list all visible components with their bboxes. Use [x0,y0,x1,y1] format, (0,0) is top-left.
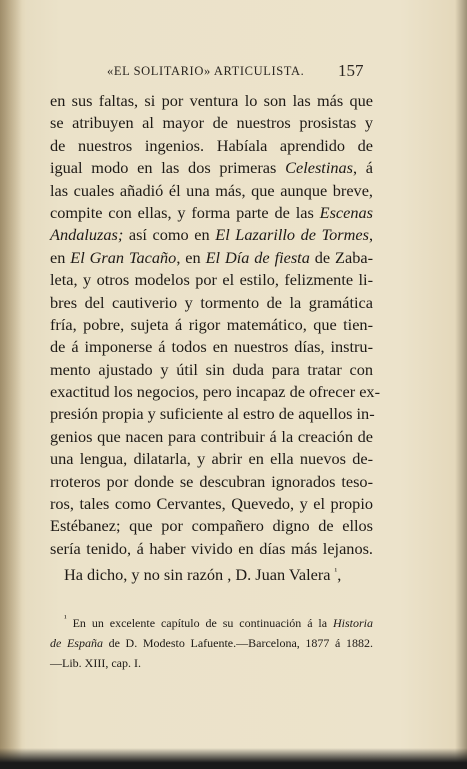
body-line [50,471,373,493]
body-text [50,90,380,585]
italic-text: Historia [332,616,373,630]
text-run: , [337,565,342,585]
body-line [50,224,373,246]
text-run: sería tenido, á haber vivido en días más lejanos. [50,538,373,558]
text-run: exactitud los negocios, pero incapaz de ofrecer ex- [50,382,380,402]
body-line [50,538,373,560]
text-run: de á imponerse á todos en nuestros días, instru- [50,337,373,357]
body-line [50,90,373,112]
footnote-line [50,608,373,633]
text-run: , en [176,247,206,267]
text-run: , [368,225,374,245]
body-line [50,247,373,269]
body-line [50,157,373,179]
text-run: Ha dicho, y no sin razón , D. Juan Valera [64,565,335,585]
body-line [50,493,373,515]
text-run: en sus faltas, si por ventura lo son las más que [50,91,373,110]
italic-text: Escenas [319,202,373,222]
footnote-mark: ¹ [334,566,338,577]
text-run: leta, y otros modelos por el estilo, felizmente li- [50,270,373,290]
text-run: Estébanez; que por compañero digno de ellos [50,516,373,536]
text-run: ros, tales como Cervantes, Quevedo, y el propio [50,494,373,514]
body-line [50,515,373,537]
italic-text: de España [50,636,103,650]
page-number: 157 [338,61,364,80]
body-line [50,135,373,157]
body-line [50,381,380,403]
body-line [50,292,373,314]
page-bottom-edge [0,748,467,769]
text-run: compite con ellas, y forma parte de las [50,202,320,222]
page-header [0,61,467,84]
body-line [50,359,373,381]
text-run: presión propia y suficiente al estro de aquellos in- [50,404,375,424]
italic-text: Celestinas [285,158,353,178]
body-line [50,426,373,448]
text-run: así como en [123,225,216,245]
footnote-line [50,633,373,653]
text-run: una lengua, dilatarla, y abrir en ella nuevos de- [50,449,373,469]
footnote-mark: ¹ [64,613,67,623]
footnotes [50,608,373,673]
text-run: En un excelente capítulo de su continuación á la [66,616,333,630]
text-run: mento ajustado y útil sin duda para tratar con [50,359,373,379]
italic-text: El Gran Tacaño [70,247,177,267]
body-line [50,112,373,134]
body-line [50,403,373,425]
running-head: «EL SOLITARIO» ARTICULISTA. [107,64,305,78]
text-run: rroteros por donde se descubran ignorados teso- [50,471,373,491]
italic-text: El Lazarillo de Tormes [215,225,369,245]
footnote-line [50,653,373,673]
body-line [50,448,373,470]
text-run: , á [352,158,374,178]
text-run: igual modo en las dos primeras [50,158,286,178]
body-line [50,560,373,585]
text-run: fría, pobre, sujeta á rigor matemático, que tien- [50,314,373,334]
text-run: se atribuyen al mayor de nuestros prosistas y [50,113,373,133]
text-run: genios que nacen para contribuir á la creación de [50,426,373,446]
gutter-shadow [0,0,22,769]
body-line [50,202,373,224]
text-run: de D. Modesto Lafuente.—Barcelona, 1877 á 1882. [102,636,373,650]
text-run: de Zaba- [309,247,374,267]
text-run: —Lib. XIII, cap. I. [50,656,141,670]
italic-text: Andaluzas; [50,225,124,245]
text-run: las cuales añadió él una más, que aunque breve, [50,180,373,200]
text-run: bres del cautiverio y tormento de la gramática [50,292,373,312]
text-run: en [50,247,71,267]
body-line [50,314,373,336]
body-line [50,336,373,358]
body-line [50,180,373,202]
body-line [50,269,373,291]
text-run: de nuestros ingenios. Habíala aprendido de [50,135,373,155]
italic-text: El Día de fiesta [205,247,310,267]
